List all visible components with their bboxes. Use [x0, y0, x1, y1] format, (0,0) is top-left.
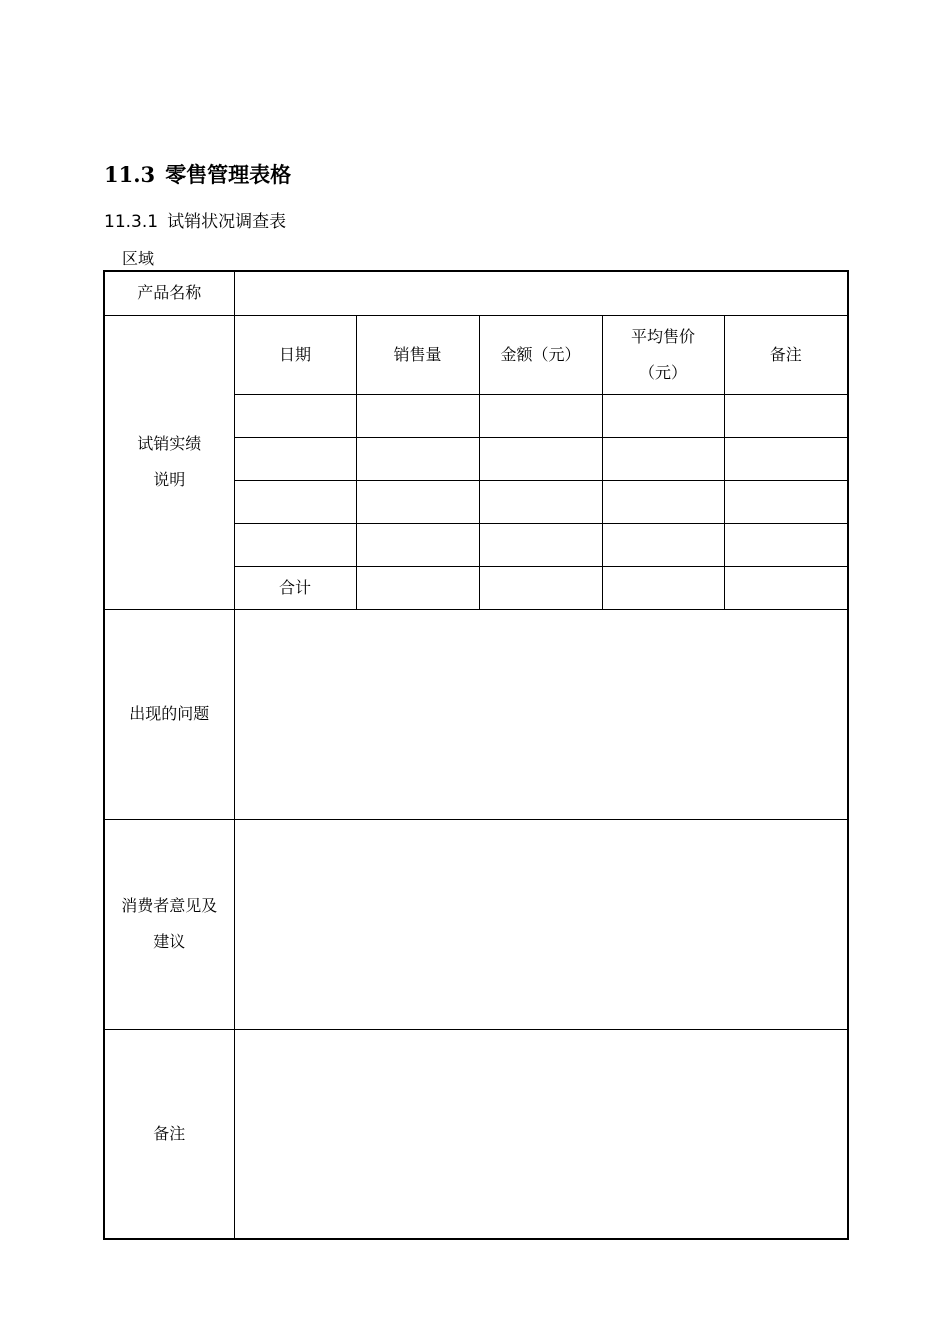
data-cell-date[interactable]	[234, 480, 356, 523]
problems-row	[104, 609, 848, 819]
remarks-label: 备注	[153, 1123, 186, 1143]
trial-sales-header-row	[104, 315, 848, 394]
data-cell-amount[interactable]	[479, 394, 602, 437]
data-cell-amount[interactable]	[479, 523, 602, 566]
column-header-sales-volume	[356, 315, 479, 394]
trial-sales-label-line2: 说明	[153, 470, 186, 489]
subsection-title-text: 试销状况调查表	[167, 212, 287, 232]
trial-sales-label-cell	[104, 315, 234, 609]
data-cell-average-price[interactable]	[602, 437, 724, 480]
consumer-feedback-label-line2: 建议	[153, 932, 186, 951]
product-name-label-cell	[104, 271, 234, 315]
problems-label: 出现的问题	[129, 704, 210, 723]
region-label: 区域	[122, 249, 155, 268]
data-cell-average-price[interactable]	[602, 480, 724, 523]
data-cell-date[interactable]	[234, 523, 356, 566]
total-label: 合计	[278, 577, 311, 597]
column-header-sales-volume-line1: 销售量	[393, 344, 442, 364]
consumer-feedback-row	[104, 819, 848, 1029]
column-header-average-price-line2: （元）	[638, 362, 687, 382]
column-header-amount-line1: 金额（元）	[500, 344, 581, 364]
data-cell-remarks[interactable]	[724, 523, 848, 566]
remarks-content-cell[interactable]	[234, 1029, 848, 1239]
region-blank-line[interactable]	[154, 250, 272, 271]
total-cell-amount[interactable]	[479, 566, 602, 609]
data-cell-amount[interactable]	[479, 437, 602, 480]
remarks-row	[104, 1029, 848, 1239]
total-label-cell	[234, 566, 356, 609]
data-cell-sales-volume[interactable]	[356, 523, 479, 566]
data-cell-amount[interactable]	[479, 480, 602, 523]
column-header-remarks-line1: 备注	[769, 344, 802, 364]
consumer-feedback-content-cell[interactable]	[234, 819, 848, 1029]
consumer-feedback-label-line1: 消费者意见及	[121, 896, 218, 915]
problems-label-cell	[104, 609, 234, 819]
data-cell-remarks[interactable]	[724, 394, 848, 437]
product-name-value-cell[interactable]	[234, 271, 848, 315]
column-header-date	[234, 315, 356, 394]
problems-content-cell[interactable]	[234, 609, 848, 819]
product-name-row	[104, 271, 848, 315]
section-title-text: 零售管理表格	[165, 162, 292, 187]
subsection-number: 11.3.1	[104, 212, 159, 232]
trial-sales-label-line1: 试销实绩	[137, 434, 202, 453]
column-header-average-price	[602, 315, 724, 394]
column-header-remarks	[724, 315, 848, 394]
data-cell-date[interactable]	[234, 394, 356, 437]
section-number: 11.3	[104, 162, 156, 187]
total-cell-remarks[interactable]	[724, 566, 848, 609]
data-cell-date[interactable]	[234, 437, 356, 480]
total-cell-sales-volume[interactable]	[356, 566, 479, 609]
consumer-feedback-label-cell	[104, 819, 234, 1029]
data-cell-remarks[interactable]	[724, 480, 848, 523]
column-header-amount	[479, 315, 602, 394]
data-cell-sales-volume[interactable]	[356, 437, 479, 480]
section-title	[104, 160, 291, 190]
trial-sales-survey-table	[103, 270, 849, 1240]
column-header-average-price-line1: 平均售价	[630, 326, 695, 346]
column-header-date-line1: 日期	[278, 344, 311, 364]
remarks-label-cell	[104, 1029, 234, 1239]
data-cell-average-price[interactable]	[602, 523, 724, 566]
data-cell-sales-volume[interactable]	[356, 394, 479, 437]
data-cell-sales-volume[interactable]	[356, 480, 479, 523]
product-name-label: 产品名称	[137, 283, 202, 303]
data-cell-remarks[interactable]	[724, 437, 848, 480]
data-cell-average-price[interactable]	[602, 394, 724, 437]
total-cell-average-price[interactable]	[602, 566, 724, 609]
region-field	[122, 247, 272, 271]
subsection-title	[104, 209, 286, 235]
